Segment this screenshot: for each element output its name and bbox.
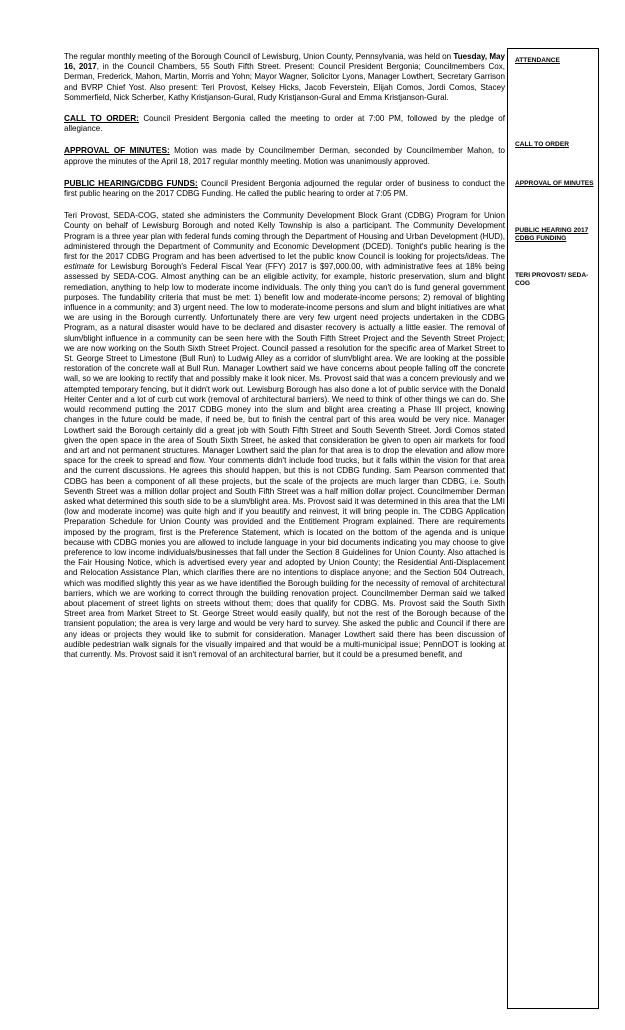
sidebar-call-to-order: CALL TO ORDER — [515, 141, 569, 148]
approval-paragraph: APPROVAL OF MINUTES: Motion was made by Councilmember Derman, seconded by Councilmember Mahon, to approve the minutes of the April 18, 2017 regular monthly meeting. Motion was unanimously approved. — [64, 145, 505, 166]
call-to-order-paragraph: CALL TO ORDER: Council President Bergonia called the meeting to order at 7:00 PM, followed by the pledge of allegiance. — [64, 113, 505, 134]
estimate-emphasis: estimate — [64, 262, 95, 272]
provost-paragraph: Teri Provost, SEDA-COG, stated she administers the Community Development Block Grant (CDBG) Program for Union County on behalf of Lewisburg Borough and noted Kelly Township is also a participant. The Community Development Program is a three year plan with federal funds coming through the Department of Housing and Urban Development (HUD), administered through the Department of Community and Economic Development (DCED). Tonight's public hearing is the first for the 2017 CDBG Program and has been advertised to let the public know Council is looking for projects/ideas. The estimate for Lewisburg Borough's Federal Fiscal Year (FFY) 2017 is $97,000.00, with administrative fees at 18% being assessed by SEDA-COG. Almost anything can be an eligible activity, for example, historic preservation, slum and blight remediation, anything to help low to moderate income individuals. The only thing you can't do is fund general government purposes. The fundability criteria that must be met: 1) benefit low and moderate-income persons; 2) removal of blighting influence in a community; and 3) urgent need. The low to moderate-income persons and slum and blight initiatives are what we are using in the Borough currently. Unfortunately there are very few urgent need projects undertaken in the CDBG Program, as a natural disaster would have to be declared and disaster recovery is actually a little easier. The removal of slum/blight influence in a community can be seen here with the South Fifth Street Project and the Seventh Street Project; we are now working on the South Sixth Street Project. Council passed a resolution for the specific area of Market Street to St. George Street to Limestone (Bull Run) to Ludwig Alley as a corridor of slum/blight area. We are looking at the possible restoration of the concrete wall at Bull Run. Manager Lowthert said we have concerns about people falling off the concrete wall, so we are looking to rectify that and possibly make it look nicer. Ms. Provost said that was a concern previously and we attempted temporary fencing, but it didn't work out. Lewisburg Borough has also done a lot of public service with the Donald Heiter Center and a lot of curb cut work (removal of architectural barriers). We need to think of other things we can do. She would recommend putting the 2017 CDBG money into the slum and blight area creating a Phase III project, knowing changes in the future could be made, if need be, but to finish the central part of this area would be very nice. Manager Lowthert said the Borough certainly did a great job with South Fifth Street and South Seventh Street. Jordi Comos stated given the open space in the area of South Sixth Street, he asked that consideration be given to open air markets for food and art and not permanent structures. Manager Lowthert said the plan for that area is to drop the elevation and allow more space for the creek to spread and flow. Your comments didn't include food trucks, but it falls within the vision for that area and the current discussions. He agrees this should happen, but this is not CDBG funding. Sam Pearson commented that CDBG has been a component of all these projects, but the scale of the projects are much larger than CDBG, i.e. South Seventh Street was a million dollar project and South Fifth Street was a half million dollar project. Councilmember Derman asked what determined this south side to be a slum/blight area. Ms. Provost said it was determined in this area that the LMI (low and moderate income) was quite high and if you beautify and reinvest, it will bring people in. The CDBG Application Preparation Schedule for Union County was provided and the Entitlement Program explained. There are requirements imposed by the program, first is the Preference Statement, which is located on the bottom of the agenda and is unique because with CDBG monies you are allowed to include language in your bid documents indicating you may choose to give preference to low income individuals/businesses that fall under the Section 8 Guidelines for Union County. Also attached is the Fair Housing Notice, which is advertised every year and adopted by Union County; the Residential Anti-Displacement and Relocation Assistance Plan, which clarifies there are no intentions to displace anyone; and the Section 504 Outreach, which was modified slightly this year as we have identified the Borough building for the necessity of removal of architectural barriers, which we are working to correct through the building renovation project. Councilmember Derman said we talked about placement of street lights on streets without them; does that qualify for CDBG. Ms. Provost said the South Sixth Street area from Market Street to St. George Street would easily qualify, but not the rest of the Borough because of the transient population; the area is very large and would be very hard to survey. She asked the public and Council if there are any ideas or projects they would like to submit for consideration. Manager Lowthert said there has been discussion of audible pedestrian walk signals for the visually impaired and that would be a multi-municipal issue; PennDOT is looking at that currently. Ms. Provost said it isn't removal of an architectural barrier, but it could be a presumed benefit, and — [64, 211, 505, 659]
attendance-paragraph: The regular monthly meeting of the Borough Council of Lewisburg, Union County, Pennsylvania, was held on Tuesday, May 16, 2017, in the Council Chambers, 55 South Fifth Street. Present: Council President Bergonia; Councilmembers Cox, Derman, Frederick, Mahon, Martin, Morris and Yohn; Mayor Wagner, Solicitor Lyons, Manager Lowthert, Secretary Garrison and BVRP Chief Yost. Also present: Teri Provost, Kelsey Hicks, Jacob Feverstein, Elijah Comos, Jordi Comos, Stacey Sommerfield, Nick Scherber, Kathy Kristjanson-Gural, Rudy Kristjanson-Gural and Emma Kristjanson-Gural. — [64, 52, 506, 102]
sidebar-approval: APPROVAL OF MINUTES — [515, 180, 594, 187]
approval-heading: APPROVAL OF MINUTES: — [64, 145, 170, 156]
hearing-paragraph: PUBLIC HEARING/CDBG FUNDS: Council President Bergonia adjourned the regular order of business to conduct the first public hearing on the 2017 CDBG Funding. He called the public hearing to order at 7:05 PM. — [64, 177, 505, 199]
minutes-body — [64, 52, 505, 670]
hearing-heading: PUBLIC HEARING/CDBG FUNDS: — [64, 177, 198, 188]
margin-sidebar — [507, 48, 599, 1009]
call-to-order-heading: CALL TO ORDER: — [64, 113, 139, 124]
sidebar-hearing: PUBLIC HEARING 2017 CDBG FUNDING — [515, 227, 589, 242]
sidebar-attendance: ATTENDANCE — [515, 57, 560, 64]
sidebar-provost: TERI PROVOST/ SEDA-COG — [515, 272, 589, 287]
meeting-date: Tuesday, May 16, 2017 — [64, 52, 505, 72]
